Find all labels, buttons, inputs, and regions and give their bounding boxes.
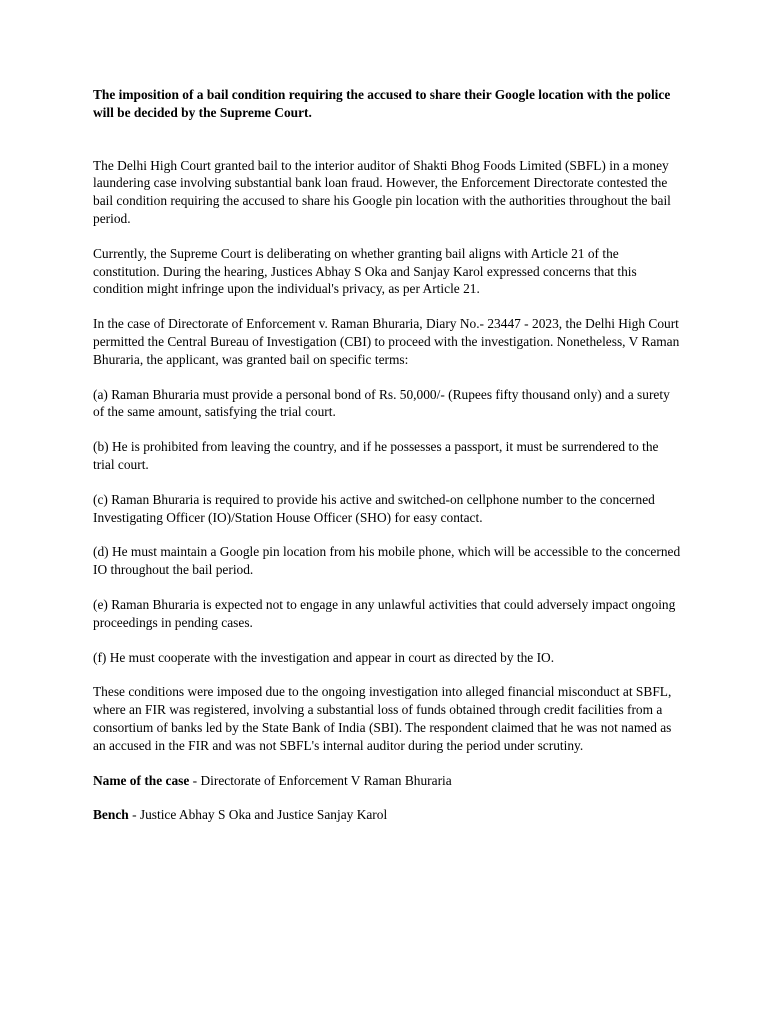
condition-d: (d) He must maintain a Google pin location from his mobile phone, which will be accessible to the concerned IO throughout the bail period. <box>93 544 681 578</box>
paragraph-intro: The Delhi High Court granted bail to the interior auditor of Shakti Bhog Foods Limited (SBFL) in a money laundering case involving substantial bank loan fraud. However, the Enforcement Directorate contested the bail condition requiring the accused to share his Google pin location with the authorities throughout the bail period. <box>93 157 671 226</box>
case-name-label: Name of the case <box>93 772 190 788</box>
case-name-line <box>93 772 683 790</box>
paragraph-background: These conditions were imposed due to the ongoing investigation into alleged financial misconduct at SBFL, where an FIR was registered, involving a substantial loss of funds obtained through credit facilities from a consortium of banks led by the State Bank of India (SBI). The respondent claimed that he was not named as an accused in the FIR and was not SBFL's internal auditor during the period under scrutiny. <box>93 684 672 753</box>
bench-line <box>93 806 683 824</box>
condition-b: (b) He is prohibited from leaving the country, and if he possesses a passport, it must be surrendered to the trial court. <box>93 439 659 472</box>
condition-c: (c) Raman Bhuraria is required to provide his active and switched-on cellphone number to the concerned Investigating Officer (IO)/Station House Officer (SHO) for easy contact. <box>93 491 655 525</box>
condition-e: (e) Raman Bhuraria is expected not to engage in any unlawful activities that could adversely impact ongoing proceedings in pending cases. <box>93 596 676 630</box>
condition-a: (a) Raman Bhuraria must provide a personal bond of Rs. 50,000/- (Rupees fifty thousand only) and a surety of the same amount, satisfying the trial court. <box>93 386 670 420</box>
document-title: The imposition of a bail condition requiring the accused to share their Google location with the police will be decided by the Supreme Court. <box>93 87 671 120</box>
paragraph-case: In the case of Directorate of Enforcement v. Raman Bhuraria, Diary No.- 23447 - 2023, the Delhi High Court permitted the Central Bureau of Investigation (CBI) to proceed with the investigation. Nonetheless, V Raman Bhuraria, the applicant, was granted bail on specific terms: <box>93 316 680 367</box>
document-page <box>93 86 683 841</box>
bench-label: Bench <box>93 807 129 823</box>
case-name-value: - Directorate of Enforcement V Raman Bhuraria <box>189 772 452 788</box>
paragraph-supreme-court: Currently, the Supreme Court is deliberating on whether granting bail aligns with Article 21 of the constitution. During the hearing, Justices Abhay S Oka and Sanjay Karol expressed concerns that this condition might infringe upon the individual's privacy, as per Article 21. <box>93 245 637 297</box>
condition-f: (f) He must cooperate with the investigation and appear in court as directed by the IO. <box>93 649 555 665</box>
bench-value: - Justice Abhay S Oka and Justice Sanjay Karol <box>128 807 388 823</box>
